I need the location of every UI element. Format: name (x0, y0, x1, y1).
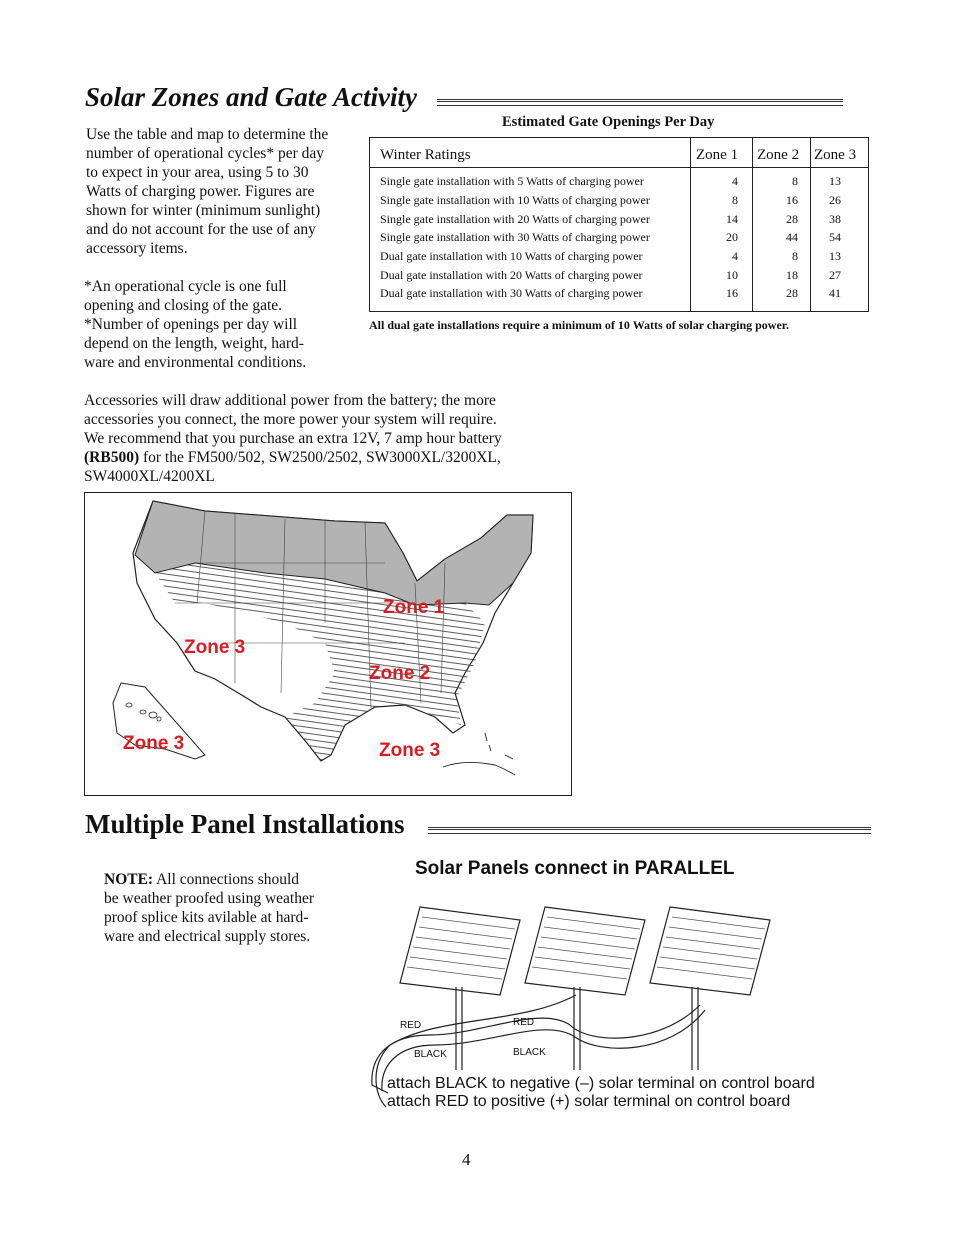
table-cell-zone1: 10 (726, 268, 738, 282)
table-cell-zone1: 8 (732, 193, 738, 207)
table-row-label: Dual gate installation with 10 Watts of charging power (380, 249, 643, 263)
table-row-label: Single gate installation with 20 Watts of charging power (380, 212, 650, 226)
zone3-label-west: Zone 3 (184, 637, 246, 658)
table-cell-zone2: 8 (792, 249, 798, 263)
section-title-multiple-panels: Multiple Panel Installations (85, 809, 405, 839)
wire-label-red-1: RED (400, 1020, 422, 1031)
wire-label-red-2: RED (513, 1017, 535, 1028)
instruction-black: attach BLACK to negative (–) solar terminal on control board (387, 1075, 815, 1092)
table-row-label: Single gate installation with 30 Watts of charging power (380, 230, 650, 244)
table-cell-zone3: 41 (829, 286, 841, 300)
table-note: All dual gate installations require a minimum of 10 Watts of solar charging power. (369, 318, 790, 332)
zone2-label: Zone 2 (369, 663, 431, 684)
table-cell-zone1: 4 (732, 174, 738, 188)
accessories-paragraph: Accessories will draw additional power from the battery; the more accessories you connect, the more power your system will require. We recommend that you purchase an extra 12V, 7 amp hour battery (RB500) for the FM500/502, SW2500/2502, SW3000XL/3200XL, SW4000XL/4200XL (84, 392, 502, 485)
zone1-label: Zone 1 (383, 597, 445, 618)
table-cell-zone1: 4 (732, 249, 738, 263)
table-cell-zone2: 44 (786, 230, 798, 244)
wire-label-black-2: BLACK (513, 1047, 546, 1058)
table-cell-zone1: 14 (726, 212, 738, 226)
title-rule (437, 99, 843, 106)
table-cell-zone2: 8 (792, 174, 798, 188)
table-cell-zone2: 28 (786, 286, 798, 300)
table-cell-zone3: 26 (829, 193, 841, 207)
table-cell-zone3: 27 (829, 268, 841, 282)
header-zone2: Zone 2 (757, 147, 800, 163)
footnote-paragraph: *An operational cycle is one full opening and closing of the gate. *Number of openings per day will depend on the length, weight, hard- ware and environmental conditions. (84, 278, 307, 371)
instruction-red: attach RED to positive (+) solar terminal on control board (387, 1093, 791, 1110)
note-paragraph: NOTE: All connections should be weather proofed using weather proof splice kits avilable at hard- ware and electrical supply stores. (104, 871, 315, 945)
header-zone1: Zone 1 (696, 147, 739, 163)
page-number: 4 (462, 1150, 471, 1169)
gate-openings-table (369, 137, 869, 312)
wire-label-black-1: BLACK (414, 1049, 447, 1060)
table-row-label: Single gate installation with 10 Watts of charging power (380, 193, 650, 207)
table-cell-zone2: 16 (786, 193, 798, 207)
diagram-title: Solar Panels connect in PARALLEL (415, 858, 735, 879)
intro-paragraph: Use the table and map to determine the number of operational cycles* per day to expect in your area, using 5 to 30 Watts of charging power. Figures are shown for winter (minimum sunlight) and do not account for the use of any accessory items. (86, 126, 329, 257)
table-cell-zone3: 54 (829, 230, 841, 244)
table-cell-zone1: 20 (726, 230, 738, 244)
table-cell-zone2: 18 (786, 268, 798, 282)
table-cell-zone3: 13 (829, 249, 841, 263)
header-zone3: Zone 3 (814, 147, 857, 163)
table-row-label: Single gate installation with 5 Watts of charging power (380, 174, 644, 188)
table-cell-zone3: 13 (829, 174, 841, 188)
solar-zone-map (84, 492, 572, 796)
table-cell-zone2: 28 (786, 212, 798, 226)
table-row-label: Dual gate installation with 30 Watts of charging power (380, 286, 643, 300)
zone3-label-south: Zone 3 (379, 740, 441, 761)
table-row-label: Dual gate installation with 20 Watts of charging power (380, 268, 643, 282)
header-winter-ratings: Winter Ratings (380, 147, 471, 163)
table-caption: Estimated Gate Openings Per Day (502, 114, 715, 130)
zone3-label-alaska: Zone 3 (123, 733, 185, 754)
section-title-solar-zones: Solar Zones and Gate Activity (85, 82, 417, 112)
title-rule-2 (428, 827, 871, 834)
table-cell-zone1: 16 (726, 286, 738, 300)
table-cell-zone3: 38 (829, 212, 841, 226)
